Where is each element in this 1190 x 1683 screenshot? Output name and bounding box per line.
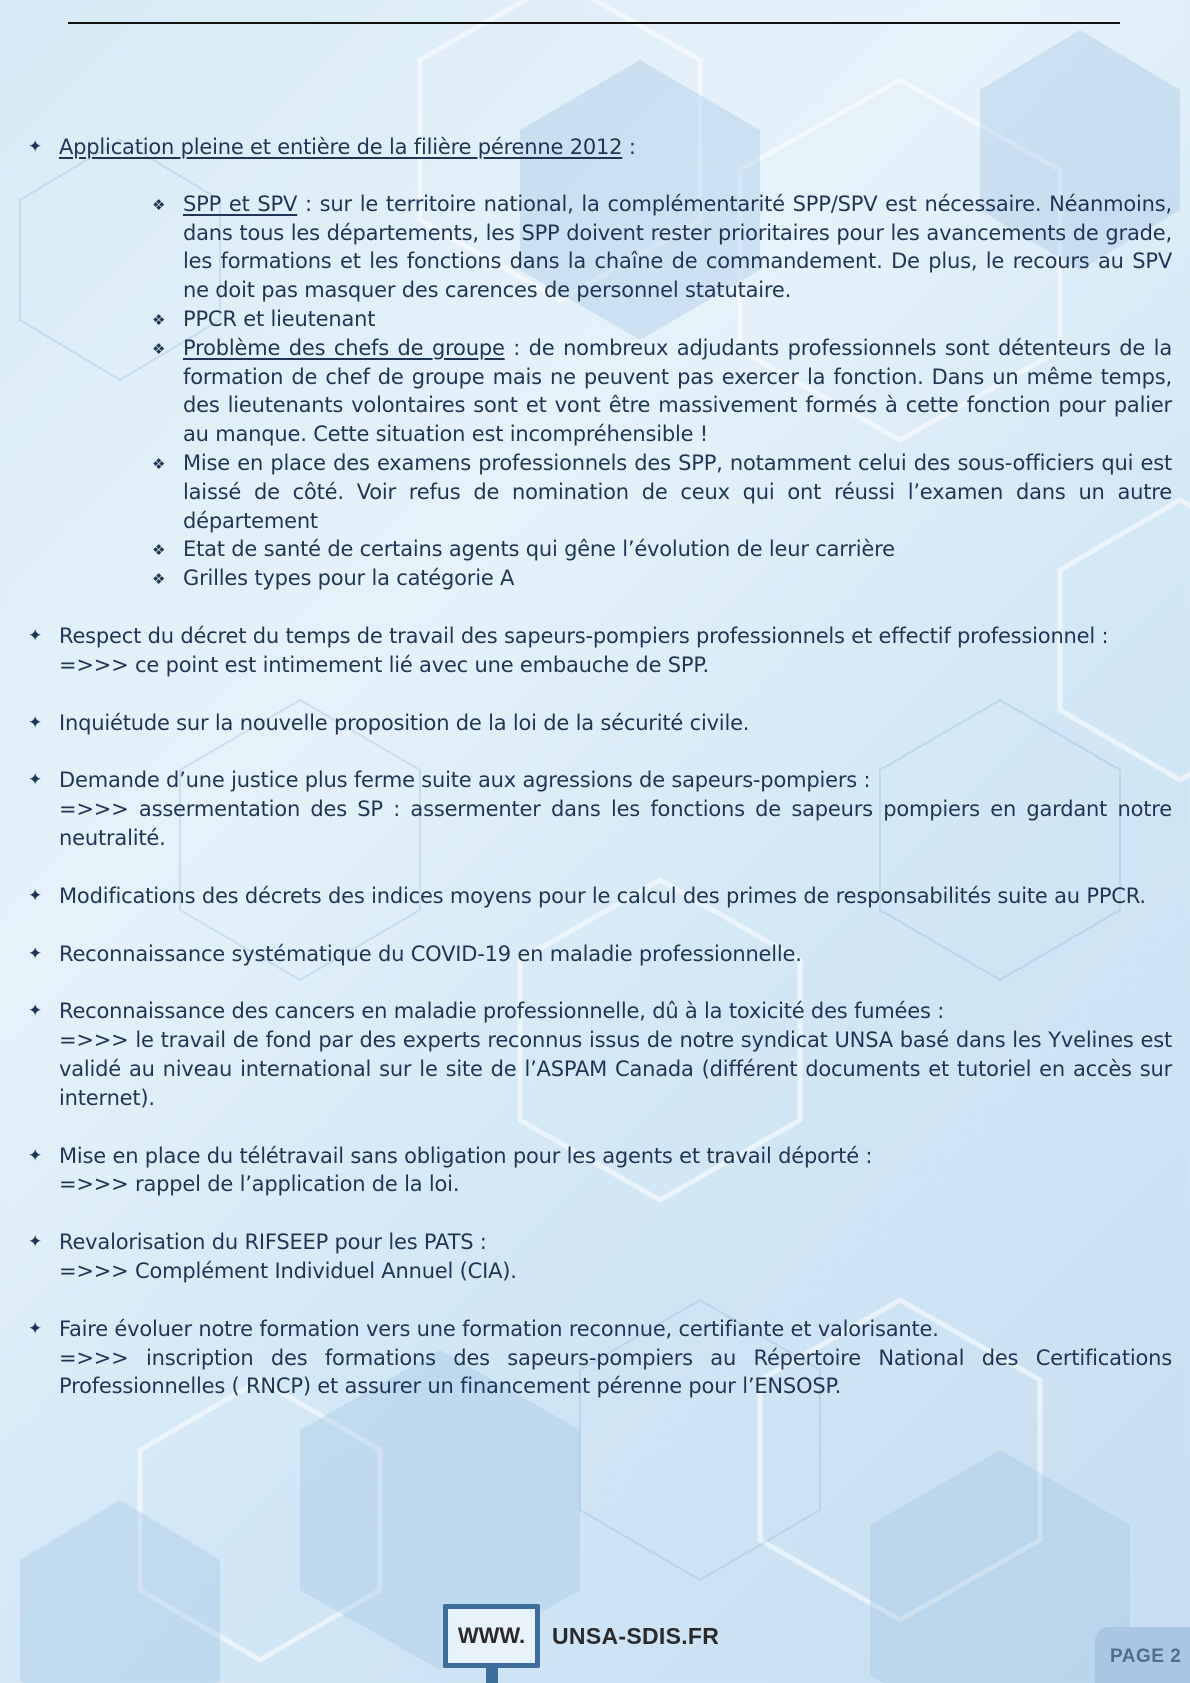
item-detail: =>>> Complément Individuel Annuel (CIA). bbox=[59, 1258, 517, 1283]
item-text: Revalorisation du RIFSEEP pour les PATS : bbox=[59, 1230, 487, 1255]
sub-list-item: ❖ SPP et SPV : sur le territoire national, la complémentarité SPP/SPV est nécessaire. Néanmoins, dans tous les départements, les SPP doivent rester prioritaires pour les avancements de grade, les formations et les fonctions dans la chaîne de commandement. De plus, le recours au SPV ne doit pas masquer des carences de personnel statutaire. bbox=[152, 191, 1172, 303]
list-item bbox=[28, 622, 1172, 680]
item-text: Reconnaissance des cancers en maladie professionnelle, dû à la toxicité des fumées : bbox=[59, 999, 945, 1024]
item-text: Respect du décret du temps de travail des sapeurs-pompiers professionnels et effectif professionnel : bbox=[59, 623, 1109, 648]
diamond-bullet-icon: ❖ bbox=[152, 454, 166, 473]
star-bullet-icon: ✦ bbox=[28, 1232, 43, 1253]
item-detail: =>>> assermentation des SP : assermenter dans les fonctions de sapeurs pompiers en gardant notre neutralité. bbox=[59, 797, 1172, 850]
item-detail: =>>> inscription des formations des sapeurs-pompiers au Répertoire National des Certifications Professionnelles ( RNCP) et assurer un financement pérenne pour l’ENSOSP. bbox=[59, 1345, 1172, 1399]
underlined-heading: Problème des chefs de groupe bbox=[183, 335, 505, 360]
item-text: Demande d’une justice plus ferme suite aux agressions de sapeurs-pompiers : bbox=[59, 768, 871, 793]
star-bullet-icon: ✦ bbox=[28, 943, 43, 964]
sub-list-item: ❖ Grilles types pour la catégorie A bbox=[151, 564, 1172, 593]
diamond-bullet-icon: ❖ bbox=[152, 541, 166, 560]
list-item bbox=[28, 133, 1172, 593]
item-text: Inquiétude sur la nouvelle proposition de la loi de la sécurité civile. bbox=[59, 710, 750, 735]
item-text: Mise en place du télétravail sans obligation pour les agents et travail déporté : bbox=[59, 1143, 873, 1168]
item-text: Modifications des décrets des indices moyens pour le calcul des primes de responsabilités suite au PPCR. bbox=[59, 883, 1146, 908]
star-bullet-icon: ✦ bbox=[28, 770, 43, 791]
star-bullet-icon: ✦ bbox=[28, 712, 43, 733]
website-url[interactable]: UNSA-SDIS.FR bbox=[552, 1622, 720, 1649]
top-rule bbox=[68, 22, 1120, 24]
list-item bbox=[28, 1142, 1172, 1200]
list-item bbox=[28, 1228, 1172, 1286]
list-item bbox=[28, 940, 1172, 969]
list-item bbox=[28, 1315, 1172, 1401]
item-detail: =>>> ce point est intimement lié avec une embauche de SPP. bbox=[59, 652, 710, 677]
star-bullet-icon: ✦ bbox=[28, 885, 43, 906]
monitor-icon bbox=[443, 1604, 540, 1668]
underlined-heading: Application pleine et entière de la filière pérenne 2012 bbox=[59, 135, 623, 159]
item-detail: =>>> le travail de fond par des experts reconnus issus de notre syndicat UNSA basé dans les Yvelines est validé au niveau international sur le site de l’ASPAM Canada (différent documents et tutoriel en accès sur internet). bbox=[59, 1028, 1172, 1110]
sub-list bbox=[59, 190, 1172, 593]
diamond-bullet-icon: ❖ bbox=[152, 195, 166, 214]
star-bullet-icon: ✦ bbox=[28, 625, 43, 646]
footer-website-logo[interactable] bbox=[443, 1604, 719, 1668]
list-item bbox=[28, 997, 1172, 1112]
underlined-heading: SPP et SPV bbox=[183, 191, 298, 216]
list-item bbox=[28, 766, 1172, 852]
sub-list-item: ❖ Problème des chefs de groupe : de nombreux adjudants professionnels sont détenteurs de la formation de chef de groupe mais ne peuvent pas exercer la fonction. Dans un même temps, des lieutenants volontaires sont et vont être massivement formés à cette fonction pour palier au manque. Cette situation est incompréhensible ! bbox=[152, 335, 1172, 447]
list-item bbox=[28, 709, 1172, 738]
item-text: Faire évoluer notre formation vers une formation reconnue, certifiante et valorisante. bbox=[59, 1316, 939, 1341]
list-item bbox=[28, 882, 1172, 911]
diamond-bullet-icon: ❖ bbox=[152, 339, 166, 358]
item-detail: =>>> rappel de l’application de la loi. bbox=[59, 1172, 460, 1197]
star-bullet-icon: ✦ bbox=[28, 1001, 43, 1022]
star-bullet-icon: ✦ bbox=[28, 1145, 43, 1166]
page-number-badge bbox=[1095, 1627, 1190, 1683]
item-text: Application pleine et entière de la filière pérenne 2012 : bbox=[59, 135, 636, 159]
sub-list-item: ❖ PPCR et lieutenant bbox=[151, 305, 1172, 334]
star-bullet-icon: ✦ bbox=[28, 1318, 43, 1339]
diamond-bullet-icon: ❖ bbox=[152, 310, 166, 329]
diamond-bullet-icon: ❖ bbox=[152, 570, 166, 589]
demands-list bbox=[28, 133, 1172, 1401]
sub-list-item: ❖ Etat de santé de certains agents qui gêne l’évolution de leur carrière bbox=[151, 535, 1172, 564]
sub-list-item: ❖ Mise en place des examens professionnels des SPP, notamment celui des sous-officiers qui est laissé de côté. Voir refus de nomination de ceux qui ont réussi l’examen dans un autre département bbox=[152, 450, 1172, 533]
item-text: Reconnaissance systématique du COVID-19 en maladie professionnelle. bbox=[59, 941, 802, 966]
monitor-stand bbox=[486, 1667, 498, 1683]
page-number: PAGE 2 bbox=[1110, 1646, 1182, 1667]
www-label: WWW. bbox=[457, 1623, 526, 1648]
star-bullet-icon: ✦ bbox=[28, 137, 43, 157]
